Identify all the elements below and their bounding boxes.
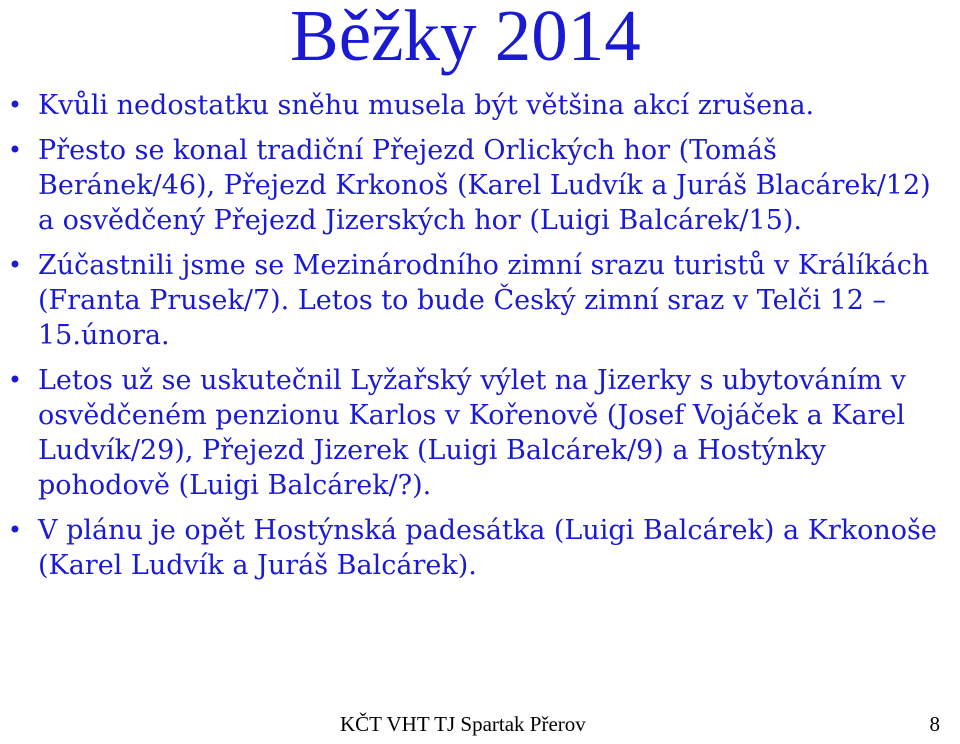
footer-organization: KČT VHT TJ Spartak Přerov <box>340 712 586 736</box>
bullet-text: Kvůli nedostatku sněhu musela být většina akcí zrušena. <box>38 90 815 121</box>
bullet-text: Letos už se uskutečnil Lyžařský výlet na Jizerky s ubytováním v osvědčeném penzionu Karlos v Kořenově (Josef Vojáček a Karel Ludvík/29), Přejezd Jizerek (Luigi Balcárek/9) a Hostýnky pohodově (Luigi Balcárek/?). <box>38 365 906 501</box>
bullet-item <box>0 513 960 583</box>
bullet-dot-icon: • <box>7 516 23 544</box>
slide-title: Běžky 2014 <box>290 0 641 76</box>
bullet-item <box>0 248 960 353</box>
bullet-dot-icon: • <box>7 251 23 279</box>
bullet-dot-icon: • <box>7 91 23 119</box>
slide-footer <box>0 712 960 742</box>
bullet-text: V plánu je opět Hostýnská padesátka (Luigi Balcárek) a Krkonoše (Karel Ludvík a Juráš Balcárek). <box>38 515 937 581</box>
page-number: 8 <box>929 712 940 736</box>
bullet-item <box>0 88 960 123</box>
bullet-list <box>0 88 960 593</box>
bullet-dot-icon: • <box>7 366 23 394</box>
bullet-text: Přesto se konal tradiční Přejezd Orlických hor (Tomáš Beránek/46), Přejezd Krkonoš (Karel Ludvík a Juráš Blacárek/12) a osvědčený Přejezd Jizerských hor (Luigi Balcárek/15). <box>38 135 931 236</box>
bullet-item <box>0 133 960 238</box>
bullet-text: Zúčastnili jsme se Mezinárodního zimní srazu turistů v Králíkách (Franta Prusek/7). Letos to bude Český zimní sraz v Telči 12 – 15.února. <box>38 250 930 351</box>
bullet-dot-icon: • <box>7 136 23 164</box>
bullet-item <box>0 363 960 503</box>
